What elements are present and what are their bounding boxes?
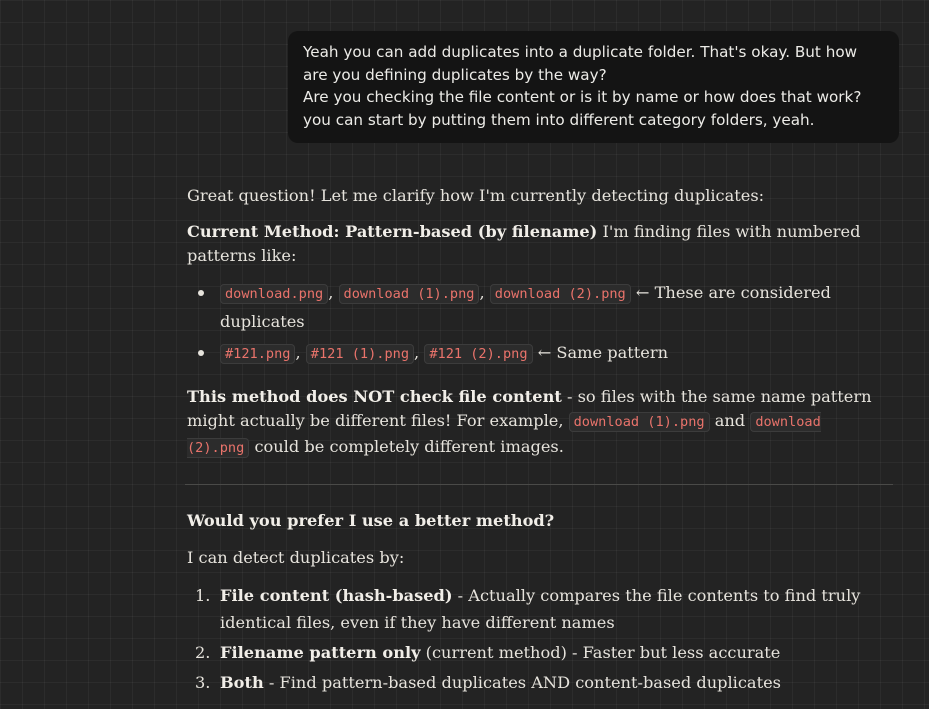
inline-code: #121.png: [220, 344, 295, 364]
bullet-dot: [198, 350, 204, 356]
note-text: - so files with the same name pattern might actually be different files! For example,: [187, 386, 872, 430]
assistant-intro: Great question! Let me clarify how I'm currently detecting duplicates:: [187, 186, 765, 205]
pattern-list: [187, 279, 877, 368]
methods-list: [187, 582, 877, 696]
separator: ,: [295, 342, 301, 362]
note-heading: This method does NOT check file content: [187, 386, 562, 406]
inline-code: download (2).png: [490, 284, 631, 304]
method-option-text: - Actually compares the file contents to find truly identical files, even if they have different names: [220, 586, 861, 632]
list-number: 2.: [195, 643, 211, 662]
detect-intro: I can detect duplicates by:: [187, 547, 405, 567]
method-option-text: (current method) - Faster but less accurate: [420, 643, 781, 662]
list-number: 1.: [195, 586, 211, 605]
question-paragraph: [187, 509, 877, 534]
method-option-label: File content (hash-based): [220, 586, 453, 605]
method-heading: Current Method: Pattern-based (by filename): [187, 221, 598, 241]
user-message-line: Yeah you can add duplicates into a duplicate folder. That's okay. But how are you defining duplicates by the way?: [303, 43, 858, 84]
inline-code: download.png: [220, 284, 328, 304]
list-item: [187, 339, 877, 368]
separator: ,: [479, 282, 485, 302]
list-item: [187, 582, 877, 636]
method-option-text: - Find pattern-based duplicates AND content-based duplicates: [263, 673, 781, 692]
note-paragraph: [187, 385, 877, 461]
separator: ,: [328, 282, 334, 302]
separator: ,: [414, 342, 420, 362]
user-message-bubble: [288, 31, 899, 143]
note-text: could be completely different images.: [249, 436, 564, 456]
bullet-dot: [198, 290, 204, 296]
inline-code: download (1).png: [339, 284, 480, 304]
question-heading: Would you prefer I use a better method?: [187, 511, 555, 530]
list-item: [187, 639, 877, 666]
method-paragraph: [187, 220, 877, 269]
user-message-line: Are you checking the file content or is it by name or how does that work? you can start by putting them into different category folders, yeah.: [303, 88, 862, 129]
bullet-tail: ← Same pattern: [537, 342, 668, 362]
method-option-label: Filename pattern only: [220, 643, 421, 662]
horizontal-divider: [185, 484, 893, 485]
list-number: 3.: [195, 673, 211, 692]
inline-code: #121 (1).png: [306, 344, 414, 364]
note-text: and: [709, 411, 751, 430]
inline-code: download (2).png: [187, 414, 821, 456]
inline-code: #121 (2).png: [424, 344, 532, 364]
list-item: [187, 669, 877, 696]
method-text: I'm finding files with numbered patterns like:: [187, 221, 861, 265]
list-item: [187, 279, 877, 335]
method-option-label: Both: [220, 673, 264, 692]
bullet-tail: ← These are considered duplicates: [220, 282, 831, 331]
assistant-message: [187, 184, 877, 696]
inline-code: download (1).png: [569, 412, 710, 432]
